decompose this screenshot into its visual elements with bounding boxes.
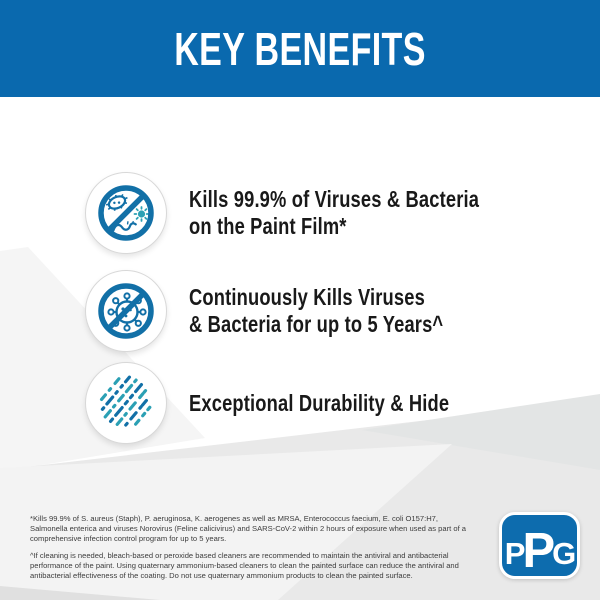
footnotes <box>30 514 472 588</box>
benefit-row-continuous-kill <box>85 270 515 352</box>
no-virus-icon <box>85 270 167 352</box>
ppg-logo-letter: G <box>552 536 575 571</box>
benefit-line: & Bacteria for up to 5 Years^ <box>189 311 444 337</box>
benefit-text-durability <box>189 362 449 444</box>
benefit-row-durability <box>85 362 523 444</box>
no-virus-icon-svg <box>86 271 166 351</box>
ppg-logo-letter: P <box>522 524 554 578</box>
benefit-line: Exceptional Durability & Hide <box>189 389 450 416</box>
benefit-text-continuous-kill <box>189 270 443 352</box>
benefit-row-kills-viruses <box>85 172 561 254</box>
ppg-logo <box>499 512 580 579</box>
benefit-text-kills-viruses <box>189 172 479 254</box>
page-title: KEY BENEFITS <box>174 22 426 75</box>
footnote-kills-disclaimer: *Kills 99.9% of S. aureus (Staph), P. aeruginosa, K. aerogenes as well as MRSA, Enterococcus faecium, E. coli O157:H7, Salmonella enterica and viruses Norovirus (Feline calicivirus) and SARS-CoV-2 within 2 hours of exposure when used as part of a comprehensive infection control program for up to 5 years. <box>30 514 467 544</box>
no-bacteria-icon <box>85 172 167 254</box>
benefit-line: on the Paint Film* <box>189 213 347 239</box>
paint-strokes-icon-svg <box>86 363 166 443</box>
ppg-logo-letter: P <box>504 536 524 571</box>
benefit-line: Continuously Kills Viruses <box>189 284 425 310</box>
header-banner <box>0 0 600 97</box>
no-bacteria-icon-svg <box>86 173 166 253</box>
benefit-line: Kills 99.9% of Viruses & Bacteria <box>189 186 480 212</box>
footnote-cleaning-disclaimer: ^If cleaning is needed, bleach-based or peroxide based cleaners are recommended to maintain the antiviral and antibacterial performance of the paint. Using quaternary ammonium-based cleaners to clean the painted surface can reduce the antiviral and antibacterial effectiveness of the coating. Do not use quaternary ammonium products to clean the painted surface. <box>30 551 459 581</box>
paint-strokes-icon <box>85 362 167 444</box>
